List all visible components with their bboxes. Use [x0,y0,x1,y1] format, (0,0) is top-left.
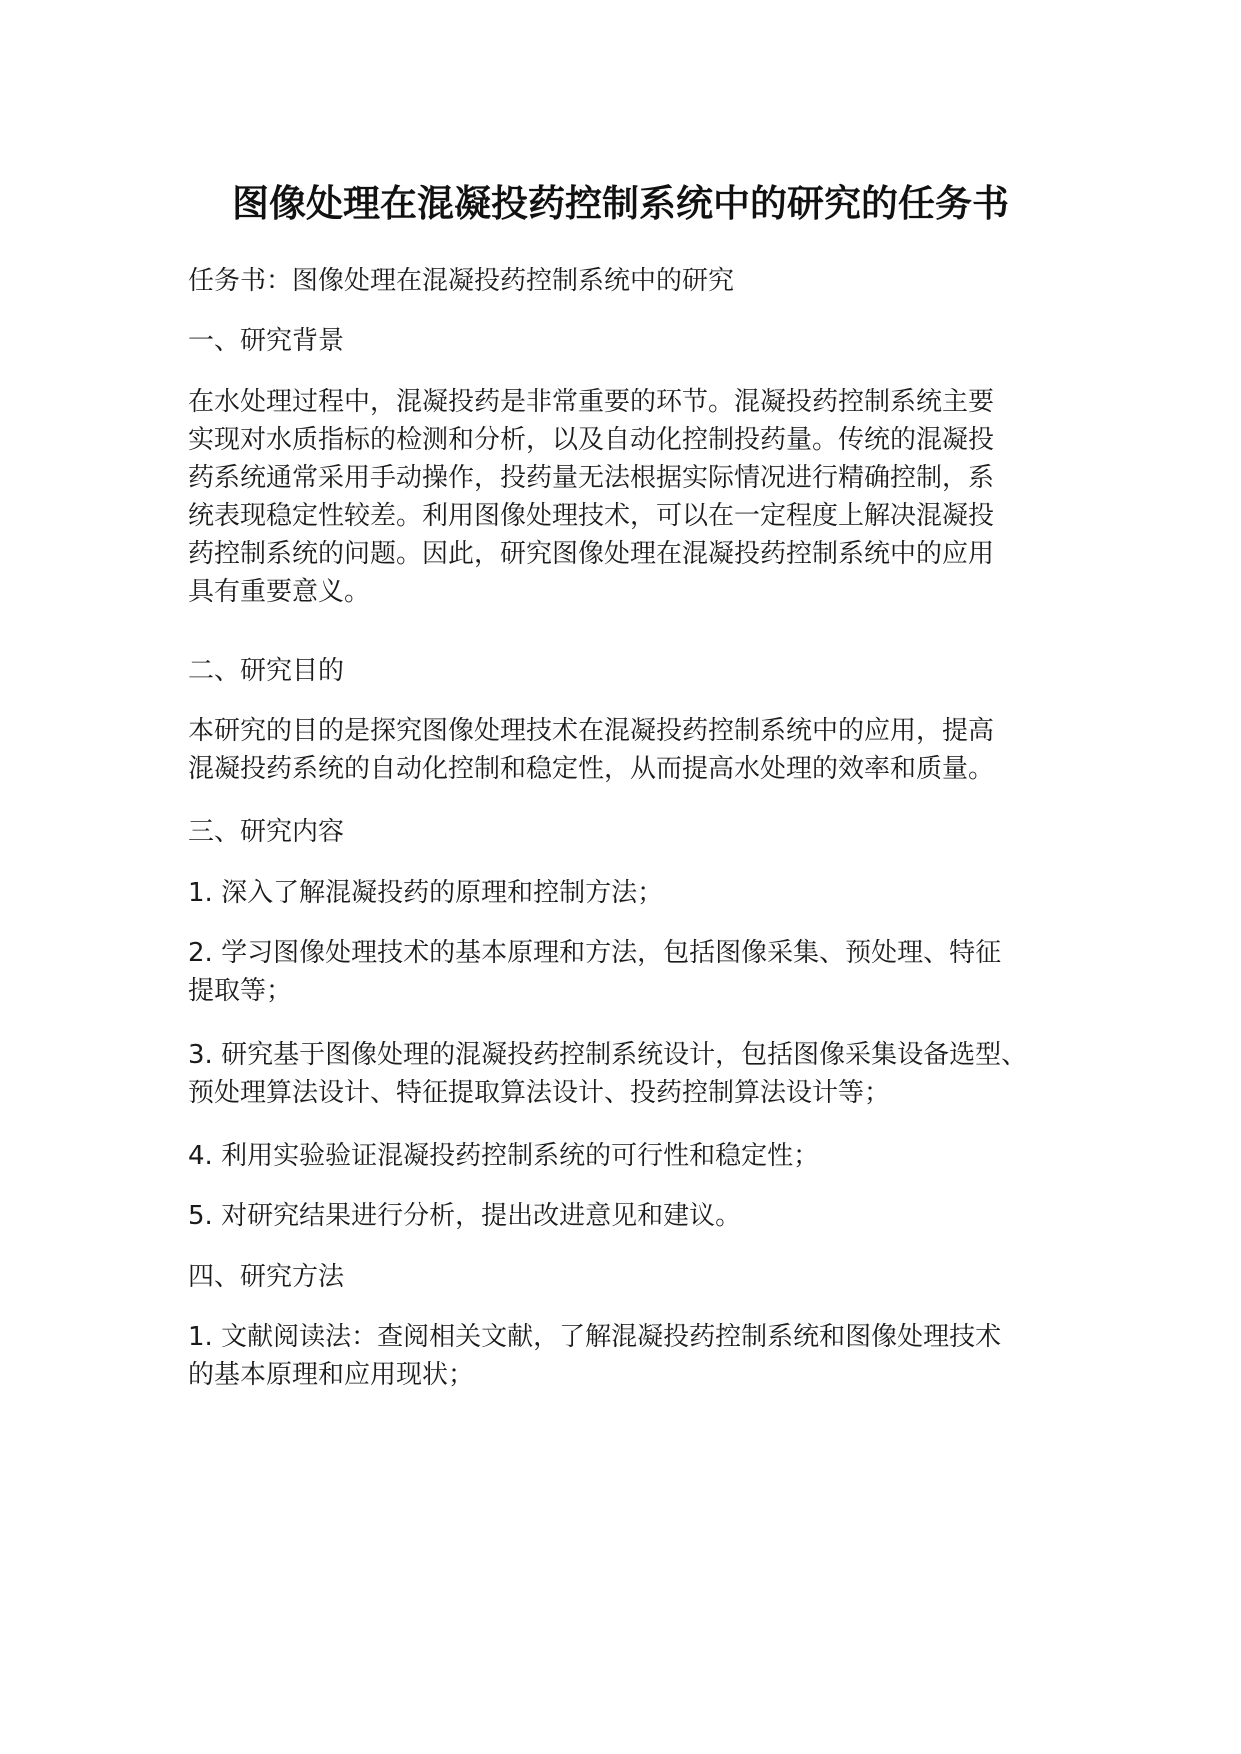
paragraph-line: 具有重要意义。 [188,577,371,607]
list-item-line: 5. 对研究结果进行分析，提出改进意见和建议。 [188,1201,742,1231]
list-item-method-1 [188,1318,1073,1394]
paragraph-purpose [188,712,1073,788]
paragraph-line: 药系统通常采用手动操作，投药量无法根据实际情况进行精确控制，系 [188,463,995,493]
list-item-line: 提取等； [188,976,293,1006]
document-title: 图像处理在混凝投药控制系统中的研究的任务书 [232,182,1009,225]
list-item-line: 预处理算法设计、特征提取算法设计、投药控制算法设计等； [188,1078,891,1108]
document-subtitle: 任务书：图像处理在混凝投药控制系统中的研究 [188,266,735,296]
list-item-line: 4. 利用实验验证混凝投药控制系统的可行性和稳定性； [188,1141,820,1171]
list-item-content-3 [188,1036,1073,1112]
list-item-content-2 [188,934,1073,1010]
paragraph-line: 本研究的目的是探究图像处理技术在混凝投药控制系统中的应用，提高 [188,716,995,746]
paragraph-line: 实现对水质指标的检测和分析，以及自动化控制投药量。传统的混凝投 [188,425,995,455]
list-item-content-5 [188,1197,1073,1235]
section-heading-background: 一、研究背景 [188,326,345,356]
paragraph-line: 在水处理过程中，混凝投药是非常重要的环节。混凝投药控制系统主要 [188,387,995,417]
paragraph-line: 药控制系统的问题。因此，研究图像处理在混凝投药控制系统中的应用 [188,539,995,569]
list-item-line: 1. 文献阅读法：查阅相关文献，了解混凝投药控制系统和图像处理技术 [188,1322,1002,1352]
paragraph-background [188,383,1073,611]
section-heading-purpose: 二、研究目的 [188,656,345,686]
list-item-line: 2. 学习图像处理技术的基本原理和方法，包括图像采集、预处理、特征 [188,938,1002,968]
list-item-line: 的基本原理和应用现状； [188,1360,475,1390]
list-item-content-4 [188,1137,1073,1175]
section-heading-content: 三、研究内容 [188,817,345,847]
list-item-line: 3. 研究基于图像处理的混凝投药控制系统设计，包括图像采集设备选型、 [188,1040,1028,1070]
section-heading-method: 四、研究方法 [188,1262,345,1292]
paragraph-line: 统表现稳定性较差。利用图像处理技术，可以在一定程度上解决混凝投 [188,501,995,531]
paragraph-line: 混凝投药系统的自动化控制和稳定性，从而提高水处理的效率和质量。 [188,754,995,784]
list-item-content-1 [188,874,1073,912]
list-item-line: 1. 深入了解混凝投药的原理和控制方法； [188,878,664,908]
